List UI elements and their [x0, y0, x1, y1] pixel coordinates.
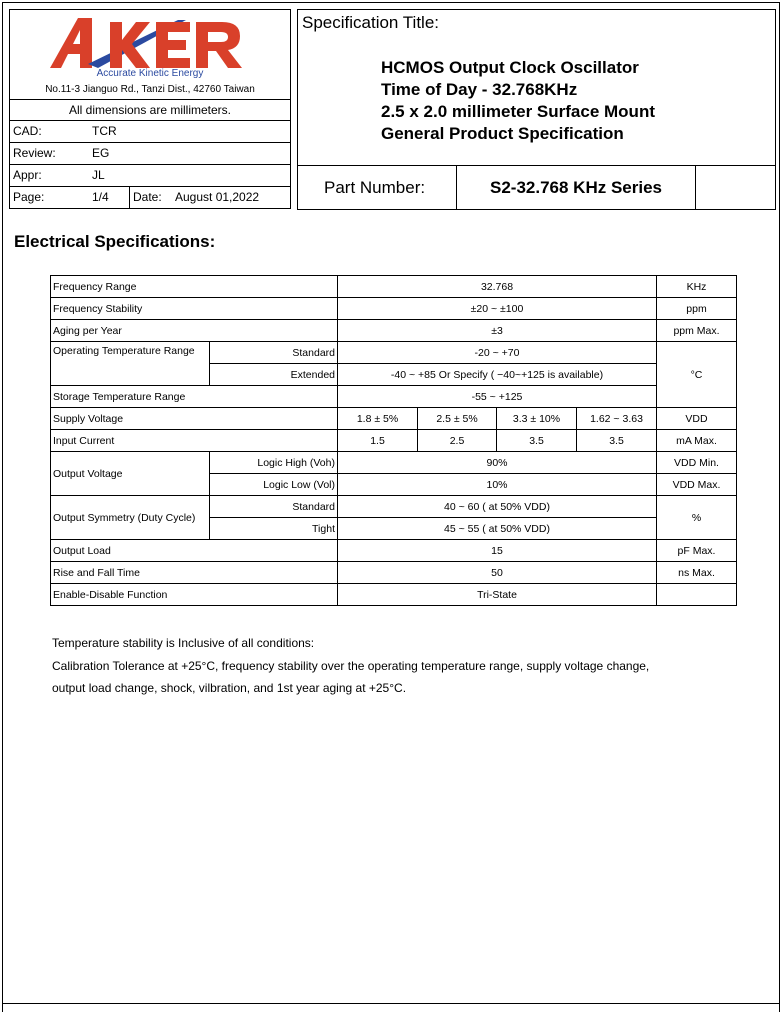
param-unit: ns Max. [657, 562, 737, 584]
param-label: Output Symmetry (Duty Cycle) [51, 496, 210, 540]
param-value: ±3 [338, 320, 657, 342]
table-row [51, 342, 737, 364]
section-title: Electrical Specifications: [14, 232, 216, 251]
table-row [51, 320, 737, 342]
table-row [51, 540, 737, 562]
param-value: 32.768 [338, 276, 657, 298]
param-unit: °C [657, 342, 737, 408]
spec-title-line: HCMOS Output Clock Oscillator [381, 58, 639, 77]
spec-title-line: Time of Day - 32.768KHz [381, 80, 578, 99]
part-number-label: Part Number: [324, 178, 426, 197]
param-unit [657, 584, 737, 606]
param-value: -20 ~ +70 [338, 342, 657, 364]
param-unit: pF Max. [657, 540, 737, 562]
review-value: EG [92, 146, 110, 160]
spec-title-line: 2.5 x 2.0 millimeter Surface Mount [381, 102, 655, 121]
notes [52, 632, 649, 700]
param-label: Storage Temperature Range [51, 386, 338, 408]
param-label: Frequency Stability [51, 298, 338, 320]
param-value: 3.5 [577, 430, 657, 452]
spec-title-label: Specification Title: [302, 13, 440, 32]
param-unit: VDD [657, 408, 737, 430]
page-row [10, 187, 290, 209]
part-number-value: S2-32.768 KHz Series [456, 166, 696, 209]
param-value: 50 [338, 562, 657, 584]
param-value: 90% [338, 452, 657, 474]
cad-value: TCR [92, 124, 117, 138]
review-row [10, 143, 290, 165]
table-row [51, 386, 737, 408]
aker-logo [48, 14, 248, 76]
company-tagline: Accurate Kinetic Energy [96, 68, 204, 79]
param-sublabel: Standard [210, 342, 338, 364]
table-row [51, 408, 737, 430]
param-label: Rise and Fall Time [51, 562, 338, 584]
note-line: Calibration Tolerance at +25°C, frequency stability over the operating temperature range, supply voltage change, [52, 658, 650, 673]
review-label: Review: [13, 146, 56, 160]
param-label: Output Voltage [51, 452, 210, 496]
param-sublabel: Extended [210, 364, 338, 386]
part-number-bar [298, 165, 775, 209]
specification-title-box [297, 9, 776, 210]
spec-title [381, 57, 655, 145]
page-label: Page: [13, 190, 45, 204]
table-row [51, 452, 737, 474]
param-value: -55 ~ +125 [338, 386, 657, 408]
param-value: 1.8 ± 5% [338, 408, 418, 430]
table-row [51, 298, 737, 320]
param-value: 10% [338, 474, 657, 496]
param-label: Frequency Range [51, 276, 338, 298]
param-label: Input Current [51, 430, 338, 452]
table-row [51, 584, 737, 606]
param-value: 2.5 ± 5% [418, 408, 497, 430]
param-value: 3.5 [497, 430, 577, 452]
param-value: 45 ~ 55 ( at 50% VDD) [338, 518, 657, 540]
param-value: Tri-State [338, 584, 657, 606]
date-value: August 01,2022 [175, 190, 260, 204]
table-row [51, 562, 737, 584]
table-row [51, 496, 737, 518]
company-info-box [9, 9, 291, 209]
appr-label: Appr: [13, 168, 42, 182]
note-line: output load change, shock, vilbration, and 1st year aging at +25°C. [52, 681, 407, 695]
param-value: 3.3 ± 10% [497, 408, 577, 430]
param-unit: ppm [657, 298, 737, 320]
param-sublabel: Logic Low (Vol) [210, 474, 338, 496]
param-value: 40 ~ 60 ( at 50% VDD) [338, 496, 657, 518]
param-value: ±20 ~ ±100 [338, 298, 657, 320]
cad-row [10, 121, 290, 143]
appr-value: JL [92, 168, 105, 182]
param-sublabel: Tight [210, 518, 338, 540]
electrical-spec-table [50, 275, 737, 606]
param-unit: KHz [657, 276, 737, 298]
appr-row [10, 165, 290, 187]
param-unit: mA Max. [657, 430, 737, 452]
param-unit: VDD Min. [657, 452, 737, 474]
param-label: Operating Temperature Range [51, 342, 210, 386]
date-label: Date: [129, 187, 162, 208]
company-address: No.11-3 Jianguo Rd., Tanzi Dist., 42760 Taiwan [45, 84, 255, 95]
param-label: Aging per Year [51, 320, 338, 342]
param-sublabel: Standard [210, 496, 338, 518]
note-line: Temperature stability is Inclusive of all conditions: [52, 636, 315, 650]
param-label: Output Load [51, 540, 338, 562]
param-value: 15 [338, 540, 657, 562]
param-sublabel: Logic High (Voh) [210, 452, 338, 474]
bottom-rule [2, 1003, 780, 1004]
page-value: 1/4 [92, 190, 109, 204]
param-label: Enable-Disable Function [51, 584, 338, 606]
cad-label: CAD: [13, 124, 42, 138]
param-label: Supply Voltage [51, 408, 338, 430]
table-row [51, 276, 737, 298]
dimensions-note: All dimensions are millimeters. [10, 99, 290, 121]
param-unit: VDD Max. [657, 474, 737, 496]
param-value: 1.62 ~ 3.63 [577, 408, 657, 430]
spec-title-line: General Product Specification [381, 124, 624, 143]
param-unit: ppm Max. [657, 320, 737, 342]
param-value: 1.5 [338, 430, 418, 452]
param-value: -40 ~ +85 Or Specify ( −40~+125 is available) [338, 364, 657, 386]
table-row [51, 430, 737, 452]
param-value: 2.5 [418, 430, 497, 452]
param-unit: % [657, 496, 737, 540]
